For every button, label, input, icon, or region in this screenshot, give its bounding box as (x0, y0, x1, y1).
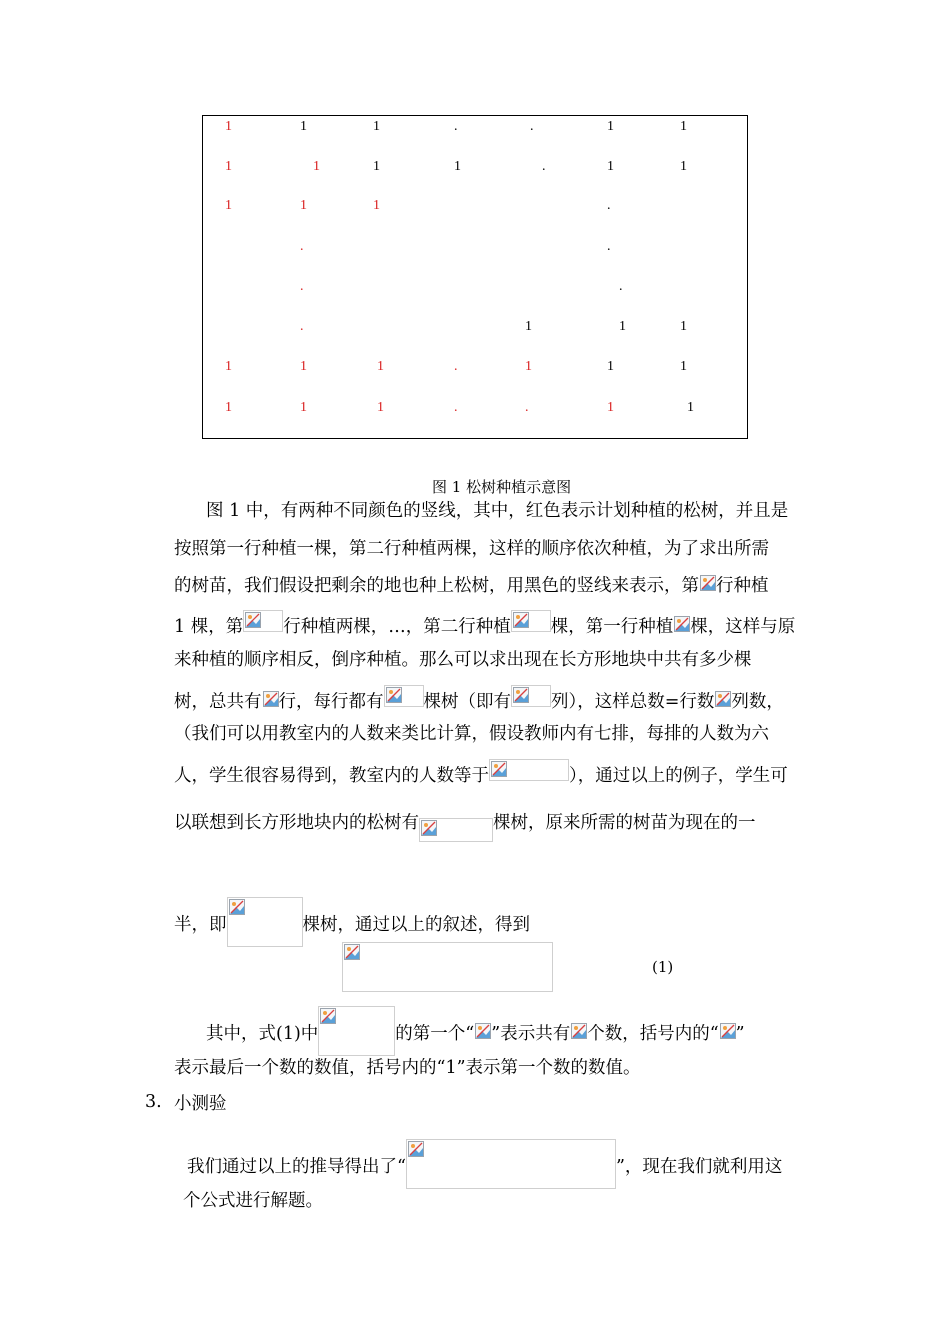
figure-mark: 1 (225, 400, 232, 415)
paragraph-text: 以联想到长方形地块内的松树有 (174, 813, 419, 833)
paragraph-line (174, 685, 784, 714)
figure-mark: 1 (687, 400, 694, 415)
figure-mark: 1 (300, 198, 307, 213)
image-placeholder-icon (243, 610, 283, 632)
image-placeholder-icon (262, 690, 279, 707)
paragraph-line (174, 759, 788, 788)
paragraph-text: ），通过以上的例子，学生可 (569, 766, 788, 786)
paragraph-text: 树，总共有 (174, 692, 262, 712)
figure-mark: 1 (525, 359, 532, 374)
paragraph-text: 半，即 (174, 915, 227, 935)
figure-mark: 1 (300, 359, 307, 374)
figure-mark: 1 (680, 319, 687, 334)
paragraph-text: 1 棵，第 (174, 617, 244, 637)
paragraph-line (206, 499, 788, 523)
figure-mark: 1 (525, 319, 532, 334)
paragraph-text: 按照第一行种植一棵，第二行种植两棵，这样的顺序依次种植，为了求出所需 (174, 539, 769, 559)
figure-mark: . (454, 359, 458, 374)
paragraph-line (183, 1189, 323, 1213)
paragraph-text: 其中，式(1)中 (206, 1024, 319, 1044)
figure-mark: 1 (377, 400, 384, 415)
paragraph-text: 表示最后一个数的数值，括号内的“1”表示第一个数的数值。 (174, 1058, 641, 1078)
figure-mark: 1 (607, 159, 614, 174)
paragraph-text: 棵树（即有 (423, 692, 511, 712)
paragraph-text: ”表示共有 (491, 1024, 571, 1044)
figure-mark: 1 (313, 159, 320, 174)
figure-mark: . (607, 239, 611, 254)
figure-mark: 1 (619, 319, 626, 334)
figure-mark: . (300, 279, 304, 294)
figure-mark: 1 (607, 400, 614, 415)
paragraph-text: ” (735, 1024, 745, 1044)
paragraph-line (174, 897, 530, 947)
paragraph-text: 棵，这样与原 (690, 617, 796, 637)
paragraph-text: 棵，第一行种植 (550, 617, 674, 637)
image-placeholder-icon (714, 690, 731, 707)
figure-mark: . (607, 198, 611, 213)
figure-mark: . (300, 239, 304, 254)
image-placeholder-icon (406, 1139, 616, 1189)
paragraph-line (174, 1056, 641, 1080)
paragraph-text: 人，学生很容易得到，教室内的人数等于 (174, 766, 489, 786)
figure-mark: 1 (680, 359, 687, 374)
paragraph-text: 的树苗，我们假设把剩余的地也种上松树，用黑色的竖线来表示，第 (174, 576, 699, 596)
figure-mark: . (619, 279, 623, 294)
figure-mark: 1 (225, 159, 232, 174)
figure-mark: . (454, 119, 458, 134)
paragraph-line (174, 648, 752, 672)
image-placeholder-icon (227, 897, 303, 947)
image-placeholder-icon (699, 574, 716, 591)
paragraph-text: 行种植两棵，…，第二行种植 (283, 617, 511, 637)
image-placeholder-icon (384, 685, 424, 707)
figure-mark: 1 (300, 400, 307, 415)
paragraph-line (206, 1006, 745, 1056)
paragraph-text: 来种植的顺序相反，倒序种植。那么可以求出现在长方形地块中共有多少棵 (174, 650, 752, 670)
paragraph-text: ”，现在我们就利用这 (615, 1157, 783, 1177)
figure-mark: 1 (225, 359, 232, 374)
equation-image-placeholder (342, 942, 553, 992)
paragraph-text: 个公式进行解题。 (183, 1191, 323, 1211)
equation-number: (1) (652, 958, 674, 976)
figure-mark: 1 (607, 359, 614, 374)
figure-mark: 1 (373, 119, 380, 134)
image-placeholder-icon (511, 685, 551, 707)
figure-mark: . (454, 400, 458, 415)
figure-mark: 1 (607, 119, 614, 134)
paragraph-text: 列），这样总数=行数 (551, 692, 715, 712)
paragraph-text: （我们可以用教室内的人数来类比计算，假设教师内有七排，每排的人数为六 (174, 724, 769, 744)
image-placeholder-icon (719, 1022, 736, 1039)
figure-mark: 1 (377, 359, 384, 374)
pine-tree-figure (202, 115, 748, 439)
image-placeholder-icon (673, 615, 690, 632)
figure-mark: . (525, 400, 529, 415)
paragraph-text: 个数，括号内的“ (587, 1024, 719, 1044)
figure-mark: . (530, 119, 534, 134)
figure-mark: 1 (300, 119, 307, 134)
figure-mark: 1 (373, 198, 380, 213)
paragraph-text: 行种植 (716, 576, 769, 596)
section-number: 3. (145, 1092, 162, 1112)
paragraph-line (174, 610, 795, 639)
figure-caption: 图 1 松树种植示意图 (432, 478, 572, 496)
figure-mark: 1 (225, 198, 232, 213)
paragraph-text: 棵树，通过以上的叙述，得到 (302, 915, 530, 935)
image-placeholder-icon (318, 1006, 395, 1056)
paragraph-line (174, 537, 769, 561)
section-title (174, 1092, 227, 1116)
image-placeholder-icon (570, 1022, 587, 1039)
figure-mark: 1 (225, 119, 232, 134)
paragraph-text: 图 1 中，有两种不同颜色的竖线，其中，红色表示计划种植的松树，并且是 (206, 501, 789, 521)
figure-mark: 1 (373, 159, 380, 174)
paragraph-line (174, 811, 756, 842)
paragraph-text: 列数， (731, 692, 784, 712)
paragraph-text: 行，每行都有 (278, 692, 384, 712)
section-title-text: 小测验 (174, 1094, 227, 1114)
figure-mark: 1 (454, 159, 461, 174)
image-placeholder-icon (489, 759, 569, 781)
figure-mark: . (542, 159, 546, 174)
paragraph-text: 棵树，原来所需的树苗为现在的一 (493, 813, 756, 833)
paragraph-text: 我们通过以上的推导得出了“ (187, 1157, 406, 1177)
figure-mark: 1 (680, 119, 687, 134)
image-placeholder-icon (511, 610, 551, 632)
figure-mark: 1 (680, 159, 687, 174)
figure-mark: . (300, 319, 304, 334)
paragraph-line (187, 1139, 782, 1189)
image-placeholder-icon (419, 818, 493, 842)
paragraph-line (174, 574, 769, 598)
image-placeholder-icon (474, 1022, 491, 1039)
paragraph-line (174, 722, 769, 746)
paragraph-text: 的第一个“ (395, 1024, 475, 1044)
